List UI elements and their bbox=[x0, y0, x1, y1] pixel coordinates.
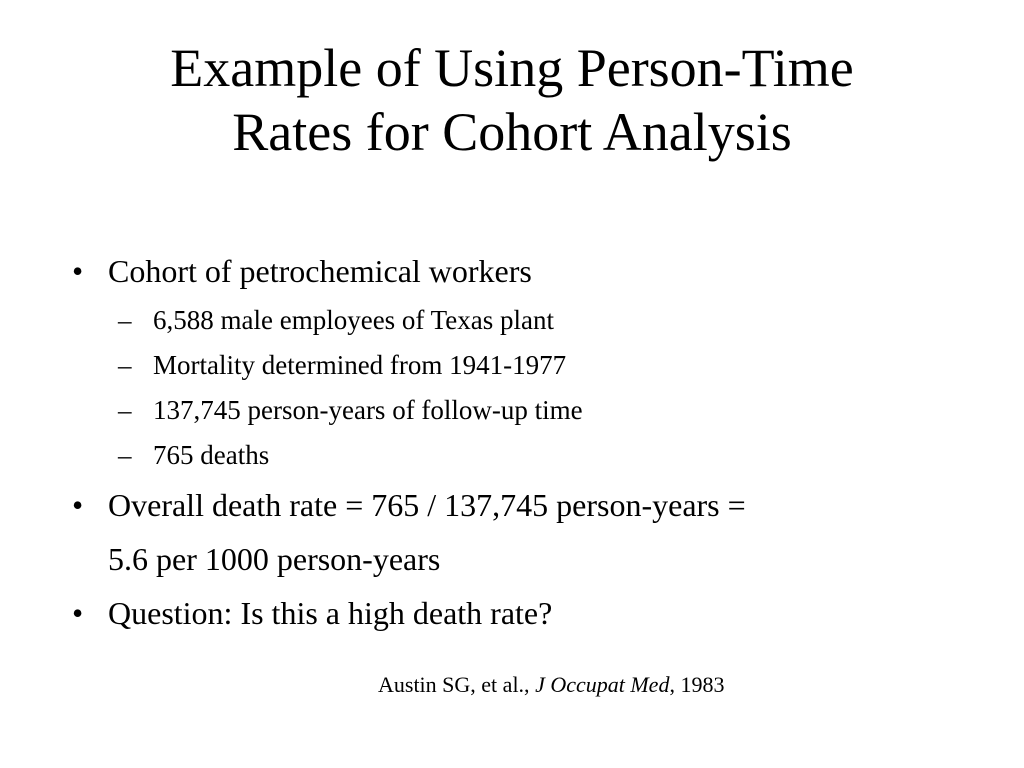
sub-bullet-item bbox=[72, 298, 972, 343]
sub-bullet-marker: – bbox=[118, 440, 132, 470]
bullet-item bbox=[72, 244, 972, 298]
bullet-text bbox=[108, 586, 972, 640]
bullet-line: Cohort of petrochemical workers bbox=[108, 253, 532, 289]
bullet-marker: • bbox=[72, 487, 84, 523]
slide-title bbox=[0, 36, 1024, 164]
sub-bullet-list bbox=[72, 298, 972, 478]
sub-bullet-item bbox=[72, 343, 972, 388]
bullet-item bbox=[72, 586, 972, 640]
bullet-text bbox=[108, 244, 972, 298]
bullet-line: Question: Is this a high death rate? bbox=[108, 595, 553, 631]
sub-bullet-text: 6,588 male employees of Texas plant bbox=[153, 305, 555, 335]
slide-title-line: Rates for Cohort Analysis bbox=[232, 102, 792, 162]
sub-bullet-marker: – bbox=[118, 395, 132, 425]
citation-authors: Austin SG, et al., bbox=[378, 672, 536, 697]
citation bbox=[378, 668, 724, 702]
sub-bullet-text: Mortality determined from 1941-1977 bbox=[153, 350, 567, 380]
sub-bullet-text: 137,745 person-years of follow-up time bbox=[153, 395, 583, 425]
bullet-text bbox=[108, 478, 972, 586]
bullet-item bbox=[72, 478, 972, 586]
sub-bullet-item bbox=[72, 433, 972, 478]
sub-bullet-marker: – bbox=[118, 305, 132, 335]
citation-journal: J Occupat Med bbox=[535, 672, 670, 697]
sub-bullet-item bbox=[72, 388, 972, 433]
slide-body bbox=[72, 244, 972, 640]
citation-year: , 1983 bbox=[669, 672, 725, 697]
bullet-marker: • bbox=[72, 253, 84, 289]
slide-title-line: Example of Using Person-Time bbox=[170, 38, 854, 98]
bullet-line: 5.6 per 1000 person-years bbox=[108, 541, 441, 577]
sub-bullet-text: 765 deaths bbox=[153, 440, 270, 470]
bullet-line: Overall death rate = 765 / 137,745 person-years = bbox=[108, 487, 746, 523]
sub-bullet-marker: – bbox=[118, 350, 132, 380]
bullet-marker: • bbox=[72, 595, 84, 631]
